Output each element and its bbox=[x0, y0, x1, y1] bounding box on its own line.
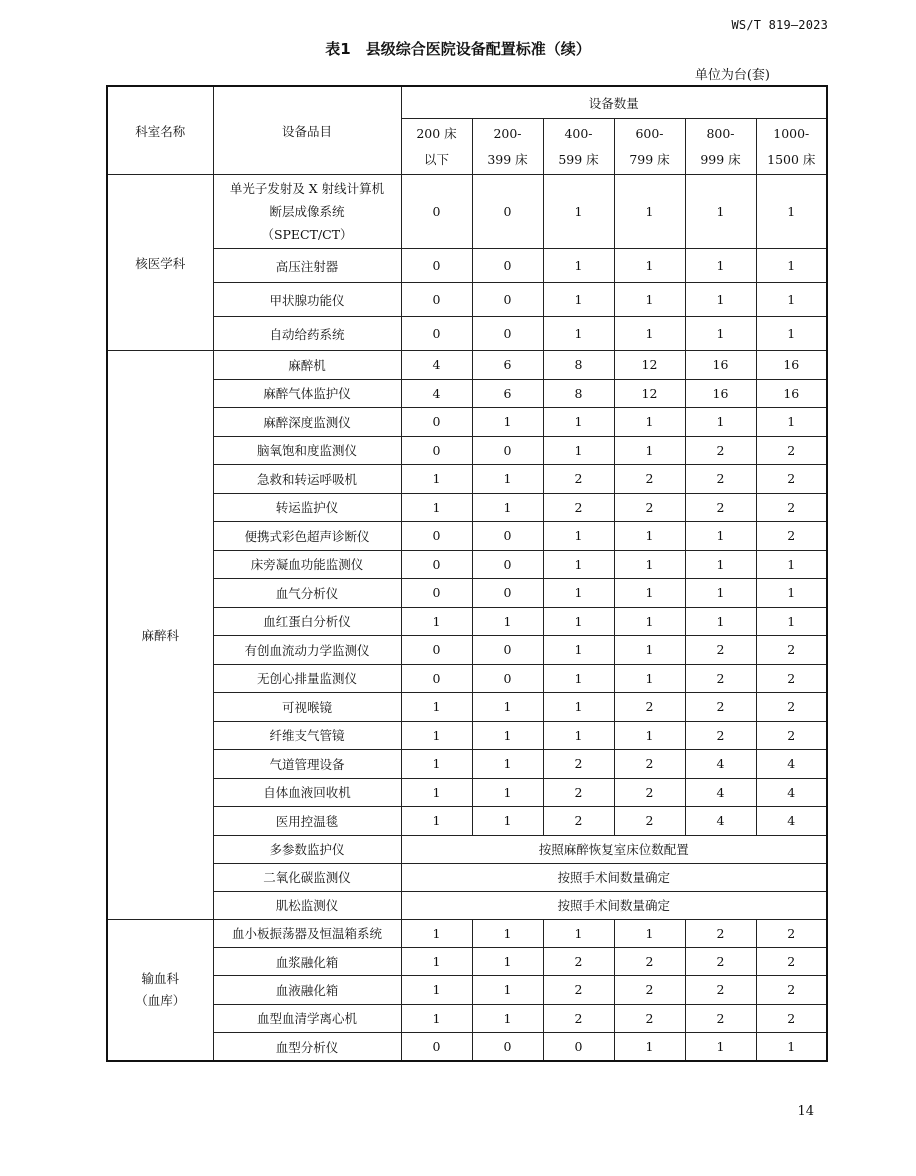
qty-cell: 4 bbox=[685, 807, 756, 836]
qty-cell: 1 bbox=[614, 249, 685, 283]
bed-range bbox=[401, 119, 472, 175]
qty-cell: 0 bbox=[472, 175, 543, 249]
qty-cell: 16 bbox=[685, 379, 756, 408]
qty-cell: 1 bbox=[756, 550, 827, 579]
qty-cell: 1 bbox=[401, 607, 472, 636]
qty-cell: 2 bbox=[685, 664, 756, 693]
qty-cell: 2 bbox=[543, 465, 614, 494]
bed-range bbox=[756, 119, 827, 175]
qty-cell: 1 bbox=[472, 1004, 543, 1032]
qty-cell: 1 bbox=[614, 175, 685, 249]
qty-cell: 1 bbox=[543, 408, 614, 437]
table-row bbox=[107, 607, 827, 636]
qty-cell: 6 bbox=[472, 351, 543, 380]
qty-cell: 1 bbox=[614, 408, 685, 437]
qty-cell: 1 bbox=[685, 1033, 756, 1062]
qty-cell: 0 bbox=[472, 636, 543, 665]
item-name: 多参数监护仪 bbox=[213, 835, 401, 863]
item-name: 血液融化箱 bbox=[213, 976, 401, 1004]
qty-cell: 1 bbox=[543, 579, 614, 608]
table-row bbox=[107, 436, 827, 465]
qty-cell: 12 bbox=[614, 379, 685, 408]
qty-cell: 1 bbox=[756, 607, 827, 636]
qty-cell: 0 bbox=[401, 1033, 472, 1062]
qty-cell: 0 bbox=[543, 1033, 614, 1062]
qty-cell: 1 bbox=[401, 465, 472, 494]
dept-blood-line2: （血库） bbox=[135, 992, 186, 1008]
qty-cell: 1 bbox=[401, 750, 472, 779]
item-name: 转运监护仪 bbox=[213, 493, 401, 522]
qty-cell: 2 bbox=[543, 778, 614, 807]
bed-range bbox=[543, 119, 614, 175]
qty-cell: 2 bbox=[614, 947, 685, 975]
qty-cell: 1 bbox=[685, 249, 756, 283]
item-name: 血气分析仪 bbox=[213, 579, 401, 608]
bed-range-line2: 799 床 bbox=[629, 151, 670, 167]
table-row bbox=[107, 1033, 827, 1062]
qty-cell: 0 bbox=[401, 636, 472, 665]
qty-cell: 1 bbox=[472, 976, 543, 1004]
dept-blood bbox=[107, 919, 213, 1061]
item-name: 床旁凝血功能监测仪 bbox=[213, 550, 401, 579]
table-row bbox=[107, 750, 827, 779]
qty-cell: 1 bbox=[614, 636, 685, 665]
qty-cell: 1 bbox=[614, 522, 685, 551]
qty-cell: 2 bbox=[685, 493, 756, 522]
qty-cell: 1 bbox=[756, 408, 827, 437]
merged-note: 按照手术间数量确定 bbox=[401, 891, 827, 919]
bed-range-line2: 以下 bbox=[423, 151, 449, 167]
qty-cell: 0 bbox=[401, 550, 472, 579]
table-row bbox=[107, 919, 827, 947]
table-row bbox=[107, 493, 827, 522]
table-row bbox=[107, 283, 827, 317]
qty-cell: 4 bbox=[685, 778, 756, 807]
qty-cell: 1 bbox=[472, 493, 543, 522]
table-row bbox=[107, 379, 827, 408]
qty-cell: 1 bbox=[472, 919, 543, 947]
item-name bbox=[213, 175, 401, 249]
item-name: 甲状腺功能仪 bbox=[213, 283, 401, 317]
item-name: 血型分析仪 bbox=[213, 1033, 401, 1062]
merged-note: 按照手术间数量确定 bbox=[401, 863, 827, 891]
qty-cell: 1 bbox=[685, 522, 756, 551]
item-name: 有创血流动力学监测仪 bbox=[213, 636, 401, 665]
item-name: 自体血液回收机 bbox=[213, 778, 401, 807]
qty-cell: 1 bbox=[614, 919, 685, 947]
qty-cell: 1 bbox=[756, 317, 827, 351]
table-row bbox=[107, 579, 827, 608]
item-name: 自动给药系统 bbox=[213, 317, 401, 351]
qty-cell: 2 bbox=[685, 947, 756, 975]
bed-range bbox=[472, 119, 543, 175]
qty-cell: 1 bbox=[401, 919, 472, 947]
bed-range-line1: 200 床 bbox=[416, 125, 457, 141]
qty-cell: 0 bbox=[472, 317, 543, 351]
qty-cell: 1 bbox=[685, 579, 756, 608]
qty-cell: 1 bbox=[756, 175, 827, 249]
qty-cell: 2 bbox=[614, 778, 685, 807]
qty-cell: 4 bbox=[756, 778, 827, 807]
item-name: 血型血清学离心机 bbox=[213, 1004, 401, 1032]
qty-cell: 1 bbox=[543, 522, 614, 551]
qty-cell: 1 bbox=[614, 436, 685, 465]
qty-cell: 1 bbox=[401, 807, 472, 836]
qty-cell: 2 bbox=[756, 1004, 827, 1032]
qty-cell: 2 bbox=[685, 976, 756, 1004]
qty-cell: 12 bbox=[614, 351, 685, 380]
table-row bbox=[107, 976, 827, 1004]
header-qty: 设备数量 bbox=[401, 86, 827, 119]
qty-cell: 0 bbox=[401, 175, 472, 249]
table-row bbox=[107, 522, 827, 551]
item-name: 纤维支气管镜 bbox=[213, 721, 401, 750]
item-name: 麻醉深度监测仪 bbox=[213, 408, 401, 437]
bed-range-line1: 1000- bbox=[773, 125, 810, 141]
table-row bbox=[107, 693, 827, 722]
bed-range-line2: 399 床 bbox=[487, 151, 528, 167]
qty-cell: 1 bbox=[472, 408, 543, 437]
qty-cell: 1 bbox=[685, 175, 756, 249]
item-name: 麻醉机 bbox=[213, 351, 401, 380]
table-row bbox=[107, 1004, 827, 1032]
item-name: 便携式彩色超声诊断仪 bbox=[213, 522, 401, 551]
qty-cell: 1 bbox=[685, 317, 756, 351]
qty-cell: 0 bbox=[472, 664, 543, 693]
item-name: 血小板振荡器及恒温箱系统 bbox=[213, 919, 401, 947]
bed-range-line2: 999 床 bbox=[700, 151, 741, 167]
qty-cell: 2 bbox=[614, 493, 685, 522]
item-name: 血浆融化箱 bbox=[213, 947, 401, 975]
qty-cell: 1 bbox=[685, 408, 756, 437]
qty-cell: 2 bbox=[685, 465, 756, 494]
qty-cell: 1 bbox=[543, 175, 614, 249]
qty-cell: 4 bbox=[401, 351, 472, 380]
qty-cell: 2 bbox=[685, 919, 756, 947]
qty-cell: 1 bbox=[756, 249, 827, 283]
item-line: 断层成像系统 bbox=[269, 204, 345, 219]
qty-cell: 2 bbox=[756, 465, 827, 494]
qty-cell: 8 bbox=[543, 351, 614, 380]
qty-cell: 0 bbox=[472, 249, 543, 283]
qty-cell: 6 bbox=[472, 379, 543, 408]
table-row bbox=[107, 550, 827, 579]
qty-cell: 2 bbox=[756, 976, 827, 1004]
qty-cell: 1 bbox=[401, 1004, 472, 1032]
dept-anesthesia: 麻醉科 bbox=[107, 351, 213, 920]
qty-cell: 2 bbox=[756, 947, 827, 975]
qty-cell: 1 bbox=[614, 579, 685, 608]
qty-cell: 2 bbox=[756, 636, 827, 665]
qty-cell: 1 bbox=[401, 693, 472, 722]
table-row bbox=[107, 249, 827, 283]
qty-cell: 1 bbox=[543, 317, 614, 351]
qty-cell: 2 bbox=[756, 721, 827, 750]
qty-cell: 8 bbox=[543, 379, 614, 408]
qty-cell: 1 bbox=[614, 317, 685, 351]
qty-cell: 1 bbox=[614, 550, 685, 579]
qty-cell: 1 bbox=[543, 636, 614, 665]
qty-cell: 1 bbox=[543, 550, 614, 579]
qty-cell: 1 bbox=[401, 778, 472, 807]
table-row bbox=[107, 175, 827, 249]
qty-cell: 2 bbox=[614, 750, 685, 779]
qty-cell: 16 bbox=[685, 351, 756, 380]
bed-range-line2: 1500 床 bbox=[767, 151, 816, 167]
qty-cell: 2 bbox=[543, 493, 614, 522]
qty-cell: 1 bbox=[472, 750, 543, 779]
qty-cell: 1 bbox=[756, 579, 827, 608]
qty-cell: 2 bbox=[756, 436, 827, 465]
item-name: 无创心排量监测仪 bbox=[213, 664, 401, 693]
dept-nuclear: 核医学科 bbox=[107, 175, 213, 351]
qty-cell: 1 bbox=[543, 249, 614, 283]
qty-cell: 1 bbox=[614, 664, 685, 693]
qty-cell: 1 bbox=[543, 664, 614, 693]
page-number: 14 bbox=[797, 1104, 814, 1119]
item-line: 单光子发射及 X 射线计算机 bbox=[229, 181, 385, 196]
qty-cell: 1 bbox=[543, 721, 614, 750]
qty-cell: 2 bbox=[756, 919, 827, 947]
qty-cell: 2 bbox=[756, 493, 827, 522]
qty-cell: 2 bbox=[685, 636, 756, 665]
qty-cell: 2 bbox=[614, 807, 685, 836]
qty-cell: 1 bbox=[472, 607, 543, 636]
qty-cell: 2 bbox=[614, 976, 685, 1004]
qty-cell: 1 bbox=[543, 283, 614, 317]
document-code: WS/T 819—2023 bbox=[731, 18, 828, 32]
bed-range-line1: 200- bbox=[493, 125, 522, 141]
qty-cell: 1 bbox=[614, 1033, 685, 1062]
qty-cell: 1 bbox=[472, 693, 543, 722]
table-row bbox=[107, 891, 827, 919]
item-name: 二氧化碳监测仪 bbox=[213, 863, 401, 891]
bed-range-line1: 400- bbox=[564, 125, 593, 141]
item-name: 可视喉镜 bbox=[213, 693, 401, 722]
bed-range-line1: 800- bbox=[706, 125, 735, 141]
qty-cell: 0 bbox=[401, 317, 472, 351]
qty-cell: 2 bbox=[685, 693, 756, 722]
qty-cell: 0 bbox=[401, 283, 472, 317]
table-row bbox=[107, 664, 827, 693]
bed-range bbox=[685, 119, 756, 175]
table-row bbox=[107, 835, 827, 863]
qty-cell: 0 bbox=[401, 522, 472, 551]
table-row bbox=[107, 947, 827, 975]
bed-range-line2: 599 床 bbox=[558, 151, 599, 167]
qty-cell: 2 bbox=[543, 947, 614, 975]
qty-cell: 1 bbox=[614, 607, 685, 636]
table-row bbox=[107, 317, 827, 351]
qty-cell: 2 bbox=[685, 436, 756, 465]
qty-cell: 16 bbox=[756, 379, 827, 408]
qty-cell: 0 bbox=[401, 579, 472, 608]
merged-note: 按照麻醉恢复室床位数配置 bbox=[401, 835, 827, 863]
qty-cell: 0 bbox=[472, 1033, 543, 1062]
item-name: 气道管理设备 bbox=[213, 750, 401, 779]
qty-cell: 1 bbox=[401, 976, 472, 1004]
item-name: 肌松监测仪 bbox=[213, 891, 401, 919]
qty-cell: 0 bbox=[472, 436, 543, 465]
table-row bbox=[107, 351, 827, 380]
qty-cell: 1 bbox=[685, 607, 756, 636]
item-name: 脑氧饱和度监测仪 bbox=[213, 436, 401, 465]
qty-cell: 1 bbox=[472, 778, 543, 807]
qty-cell: 2 bbox=[685, 721, 756, 750]
equipment-table bbox=[106, 85, 828, 1062]
qty-cell: 4 bbox=[685, 750, 756, 779]
qty-cell: 4 bbox=[756, 807, 827, 836]
item-name: 医用控温毯 bbox=[213, 807, 401, 836]
qty-cell: 2 bbox=[756, 693, 827, 722]
qty-cell: 1 bbox=[756, 283, 827, 317]
qty-cell: 0 bbox=[401, 408, 472, 437]
table-row bbox=[107, 807, 827, 836]
table-row bbox=[107, 636, 827, 665]
qty-cell: 1 bbox=[543, 693, 614, 722]
qty-cell: 1 bbox=[543, 436, 614, 465]
qty-cell: 1 bbox=[472, 807, 543, 836]
qty-cell: 1 bbox=[472, 721, 543, 750]
qty-cell: 1 bbox=[543, 919, 614, 947]
table-row bbox=[107, 408, 827, 437]
qty-cell: 1 bbox=[543, 607, 614, 636]
qty-cell: 0 bbox=[401, 436, 472, 465]
qty-cell: 1 bbox=[401, 947, 472, 975]
qty-cell: 2 bbox=[685, 1004, 756, 1032]
item-name: 高压注射器 bbox=[213, 249, 401, 283]
item-name: 麻醉气体监护仪 bbox=[213, 379, 401, 408]
qty-cell: 1 bbox=[756, 1033, 827, 1062]
qty-cell: 1 bbox=[472, 947, 543, 975]
table-row bbox=[107, 465, 827, 494]
qty-cell: 1 bbox=[685, 283, 756, 317]
qty-cell: 1 bbox=[685, 550, 756, 579]
qty-cell: 2 bbox=[614, 1004, 685, 1032]
qty-cell: 2 bbox=[543, 807, 614, 836]
qty-cell: 2 bbox=[543, 750, 614, 779]
qty-cell: 2 bbox=[543, 976, 614, 1004]
qty-cell: 2 bbox=[614, 465, 685, 494]
qty-cell: 1 bbox=[401, 721, 472, 750]
qty-cell: 4 bbox=[401, 379, 472, 408]
qty-cell: 2 bbox=[543, 1004, 614, 1032]
qty-cell: 0 bbox=[401, 664, 472, 693]
table-title: 表1 县级综合医院设备配置标准（续） bbox=[325, 40, 591, 58]
qty-cell: 0 bbox=[472, 283, 543, 317]
qty-cell: 0 bbox=[472, 579, 543, 608]
qty-cell: 2 bbox=[756, 664, 827, 693]
table-row bbox=[107, 721, 827, 750]
qty-cell: 2 bbox=[756, 522, 827, 551]
item-name: 急救和转运呼吸机 bbox=[213, 465, 401, 494]
qty-cell: 2 bbox=[614, 693, 685, 722]
dept-blood-line1: 输血科 bbox=[141, 970, 179, 986]
qty-cell: 16 bbox=[756, 351, 827, 380]
table-row bbox=[107, 863, 827, 891]
unit-note: 单位为台(套) bbox=[694, 68, 770, 83]
header-row bbox=[107, 86, 827, 119]
qty-cell: 0 bbox=[472, 550, 543, 579]
qty-cell: 1 bbox=[614, 721, 685, 750]
item-line: （SPECT/CT） bbox=[261, 227, 353, 242]
bed-range-line1: 600- bbox=[635, 125, 664, 141]
header-item: 设备品目 bbox=[213, 86, 401, 175]
qty-cell: 1 bbox=[472, 465, 543, 494]
qty-cell: 0 bbox=[472, 522, 543, 551]
qty-cell: 0 bbox=[401, 249, 472, 283]
qty-cell: 1 bbox=[401, 493, 472, 522]
header-dept: 科室名称 bbox=[107, 86, 213, 175]
table-row bbox=[107, 778, 827, 807]
item-name: 血红蛋白分析仪 bbox=[213, 607, 401, 636]
qty-cell: 1 bbox=[614, 283, 685, 317]
bed-range bbox=[614, 119, 685, 175]
qty-cell: 4 bbox=[756, 750, 827, 779]
